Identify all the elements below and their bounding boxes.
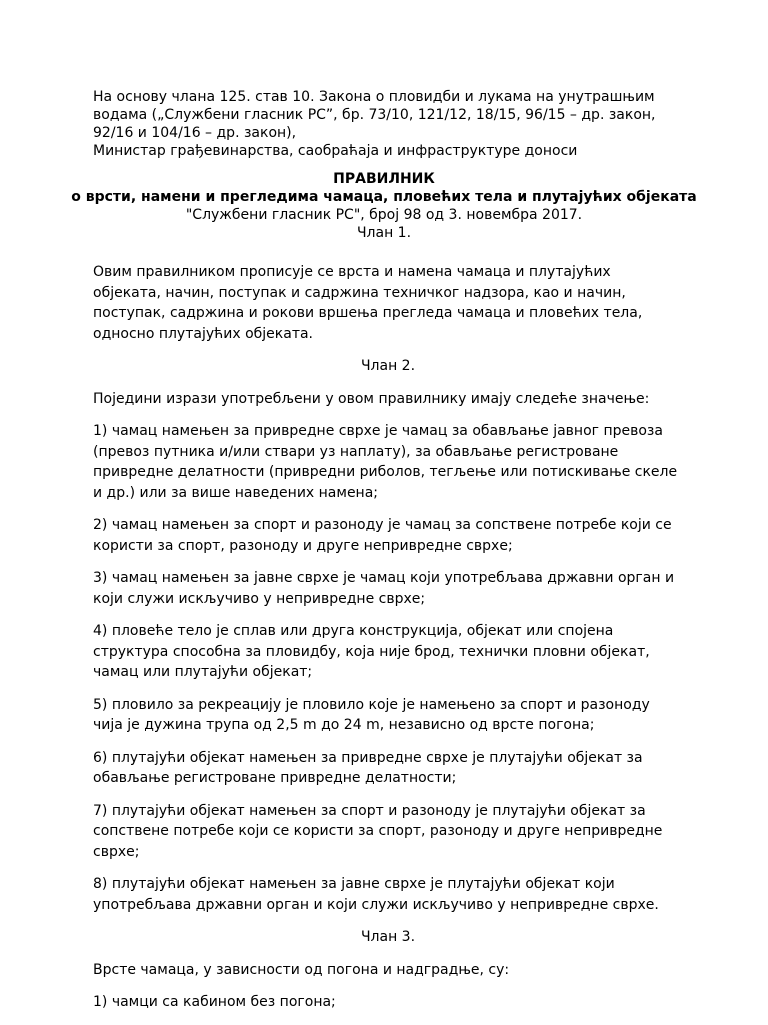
article-1-heading: Члан 1. xyxy=(356,225,412,241)
document-title: ПРАВИЛНИК xyxy=(333,171,435,187)
list-item: 8) плутајући објекат намењен за јавне сврхе је плутајући објекат који употребљава државни орган и који служи искључиво у непривредне сврхе. xyxy=(93,876,659,913)
list-item: 5) пловило за рекреацију је пловило које је намењено за спорт и разоноду чија је дужина трупа од 2,5 m до 24 m, независно од врсте погона; xyxy=(93,696,650,733)
article-2-intro: Поједини изрази употребљени у овом правилнику имају следеће значење: xyxy=(93,390,650,407)
list-item: 7) плутајући објекат намењен за спорт и разоноду је плутајући објекат за сопствене потребе који се користи за спорт, разоноду и друге непривредне сврхе; xyxy=(93,802,663,860)
preamble-legal-basis: На основу члана 125. став 10. Закона о пловидби и лукама на унутрашњим водама („Службени гласник РС”, бр. 73/10, 121/12, 18/15, 96/15 – др. закон, 92/16 и 104/16 – др. закон), xyxy=(93,89,656,141)
document-subtitle: о врсти, намени и прегледима чамаца, пловећих тела и плутајућих објеката xyxy=(71,189,697,205)
list-item: 1) чамац намењен за привредне сврхе је чамац за обављање јавног превоза (превоз путника и/или ствари уз наплату), за обављање регистроване привредне делатности (привредни риболов, тегљење или потискивање скеле и др.) или за више наведених намена; xyxy=(93,423,678,501)
article-1-text: Овим правилником прописује се врста и намена чамаца и плутајућих објеката, начин, поступак и садржина техничког надзора, као и начин, поступак, садржина и рокови вршења прегледа чамаца и пловећих тела, односно плутајућих објеката. xyxy=(93,264,643,342)
list-item: 1) чамци са кабином без погона; xyxy=(93,994,336,1010)
article-3-heading: Члан 3. xyxy=(360,929,416,945)
preamble-issuer: Министар грађевинарства, саобраћаја и инфраструктуре доноси xyxy=(93,143,578,159)
document-body xyxy=(93,262,683,1025)
list-item: 4) плoвеће тело је сплав или друга конструкција, објекат или спојена структура способна за пловидбу, која није брод, технички пловни објекат, чамац или плутајући објекат; xyxy=(93,623,650,680)
preamble xyxy=(93,88,693,160)
gazette-reference: "Службени гласник РС", број 98 од 3. новембра 2017. xyxy=(185,207,583,223)
article-3-intro: Врсте чамаца, у зависности од погона и надградње, су: xyxy=(93,961,510,978)
article-2-heading: Члан 2. xyxy=(360,358,416,374)
list-item: 6) плутајући објекат намењен за привредне сврхе је плутајући објекат за обављање регистроване привредне делатности; xyxy=(93,749,643,786)
list-item: 2) чамац намењен за спорт и разоноду је чамац за сопствене потребе који се користи за спорт, разоноду и друге непривредне сврхе; xyxy=(93,517,672,554)
list-item: 3) чамац намењен за јавне сврхе је чамац који употребљава државни орган и који служи искључиво у непривредне сврхе; xyxy=(93,570,675,607)
title-block xyxy=(60,170,708,242)
